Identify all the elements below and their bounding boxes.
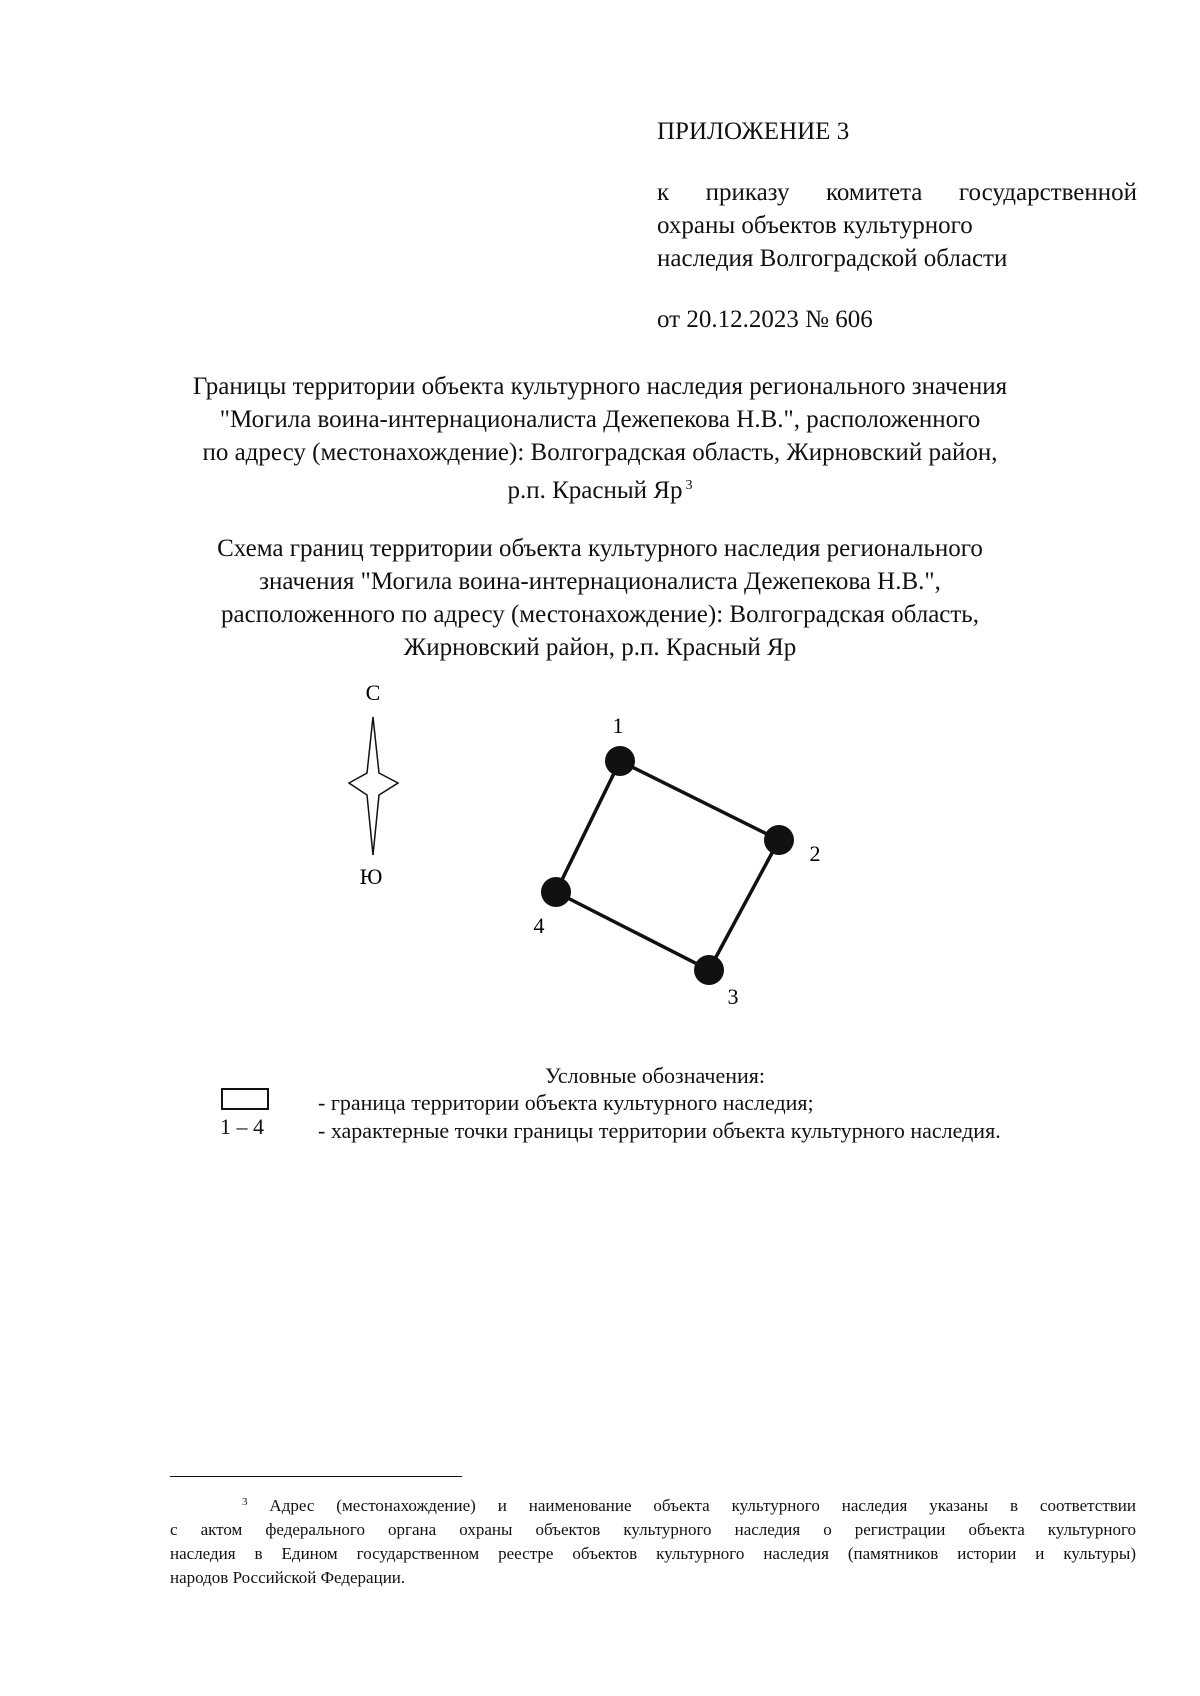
- annex-order-reference: [657, 176, 1137, 275]
- footnote-reference: 3: [685, 478, 693, 493]
- point-label-4: 4: [533, 913, 545, 938]
- document-heading: [150, 370, 1050, 507]
- heading-line-3: по адресу (местонахождение): Волгоградская область, Жирновский район,: [202, 439, 998, 466]
- heading-line-4-text: р.п. Красный Яр: [507, 477, 683, 504]
- annex-to-line-1: к приказу комитета государственной: [657, 179, 1137, 206]
- footnote-line-2: с актом федерального органа охраны объектов культурного наследия о регистрации объекта культурного: [170, 1520, 1136, 1539]
- footnote-line-1: [170, 1490, 1136, 1518]
- annex-to-line-2: охраны объектов культурного: [657, 212, 973, 239]
- compass-rose: [349, 680, 398, 889]
- annex-to-line-3: наследия Волгоградской области: [657, 245, 1008, 272]
- legend-title: Условные обозначения:: [544, 1063, 766, 1088]
- footnote-line-1-text: Адрес (местонахождение) и наименование объекта культурного наследия указаны в соответствии: [269, 1496, 1136, 1515]
- footnote-separator: [170, 1476, 462, 1477]
- boundary-point-1: [605, 746, 635, 776]
- scheme-title-line-2: значения "Могила воина-интернационалиста Дежепекова Н.В.",: [259, 568, 941, 595]
- territory-boundary: [556, 761, 779, 970]
- scheme-title-line-1: Схема границ территории объекта культурного наследия регионального: [217, 535, 983, 562]
- footnote-line-4: народов Российской Федерации.: [170, 1568, 406, 1587]
- compass-south-label: Ю: [359, 864, 383, 889]
- compass-north-label: С: [365, 680, 381, 705]
- legend-points-symbol: 1 – 4: [220, 1114, 264, 1139]
- annex-title: ПРИЛОЖЕНИЕ 3: [657, 118, 850, 145]
- legend-points-description: - характерные точки границы территории объекта культурного наследия.: [318, 1118, 1001, 1143]
- heading-line-2: "Могила воина-интернационалиста Дежепекова Н.В.", расположенного: [219, 406, 981, 433]
- boundary-point-4: [541, 877, 571, 907]
- boundary-point-2: [764, 825, 794, 855]
- point-label-3: 3: [727, 984, 739, 1009]
- point-label-2: 2: [809, 841, 821, 866]
- footnote-mark: 3: [242, 1496, 248, 1508]
- heading-line-4: [150, 469, 1050, 507]
- heading-line-1: Границы территории объекта культурного наследия регионального значения: [192, 373, 1008, 400]
- compass-arrow-icon: [349, 717, 398, 855]
- footnote: [170, 1490, 1136, 1590]
- annex-date: от 20.12.2023 № 606: [657, 306, 873, 333]
- scheme-title: [150, 532, 1050, 664]
- point-label-1: 1: [612, 713, 624, 738]
- scheme-title-line-4: Жирновский район, р.п. Красный Яр: [403, 634, 797, 661]
- footnote-line-3: наследия в Едином государственном реестре объектов культурного наследия (памятников истории и культуры): [170, 1544, 1136, 1563]
- legend-boundary-description: - граница территории объекта культурного наследия;: [318, 1090, 814, 1115]
- boundary-point-3: [694, 955, 724, 985]
- legend-boundary-symbol: [221, 1088, 269, 1110]
- scheme-title-line-3: расположенного по адресу (местонахождение): Волгоградская область,: [221, 601, 979, 628]
